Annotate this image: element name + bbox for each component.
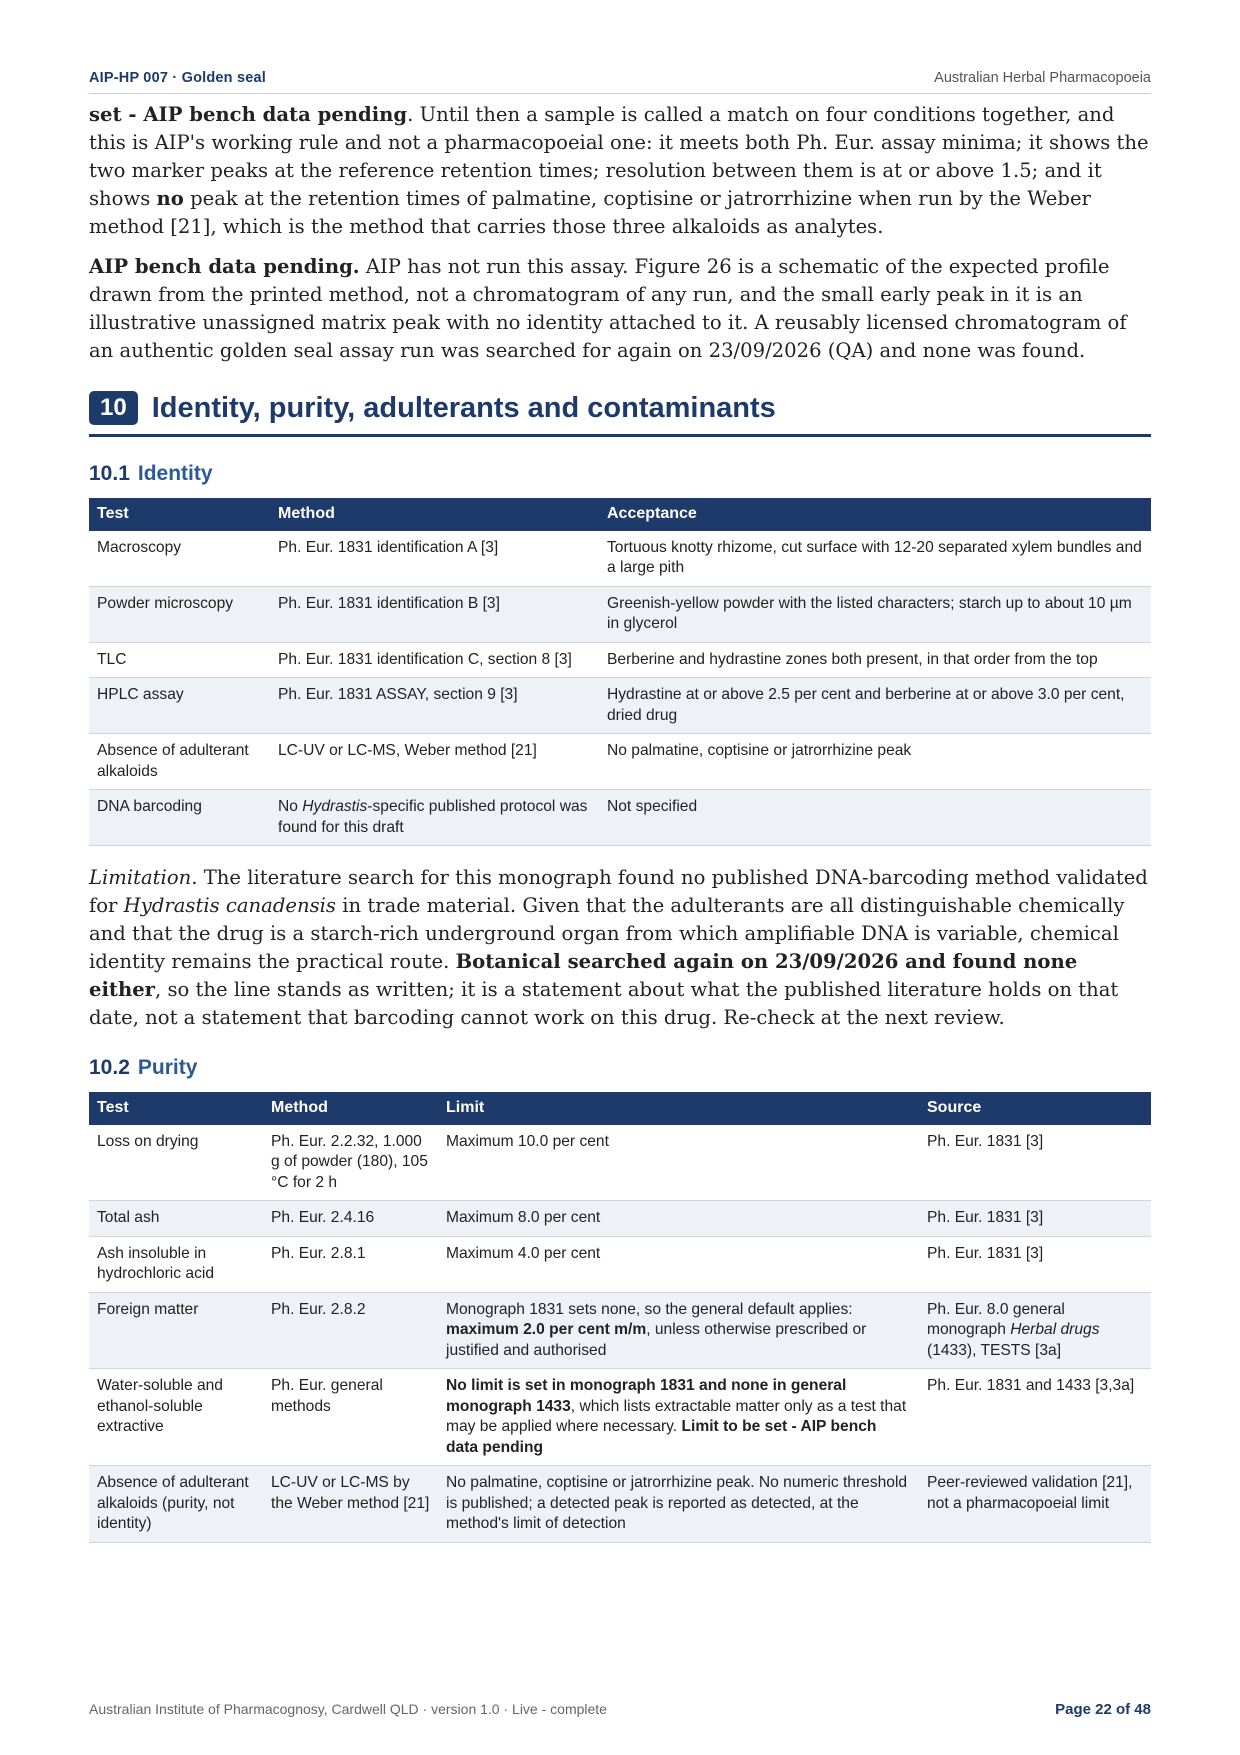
genus-name: Hydrastis: [302, 798, 368, 815]
cell-limit: [438, 1369, 919, 1466]
cell-text: (1433), TESTS [3a]: [927, 1341, 1062, 1359]
subsection-number: 10.1: [89, 462, 130, 485]
table-row: [89, 642, 1151, 678]
cell-method: Ph. Eur. 2.8.2: [263, 1292, 438, 1369]
column-header: Method: [263, 1092, 438, 1125]
cell-test: Water-soluble and ethanol-soluble extractive: [89, 1369, 263, 1466]
table-row: [89, 531, 1151, 587]
paragraph-text: The literature search for this monograph found no published DNA-barcoding method validated for: [89, 866, 1148, 917]
subsection-title: Identity: [137, 462, 213, 485]
column-header: Test: [89, 498, 270, 531]
purity-table: [89, 1092, 1151, 1543]
cell-test: DNA barcoding: [89, 790, 270, 846]
cell-method: LC-UV or LC-MS, Weber method [21]: [270, 734, 599, 790]
cell-method: Ph. Eur. 2.8.1: [263, 1236, 438, 1292]
cell-text: Ph. Eur. 8.0 general monograph: [927, 1300, 1065, 1338]
cell-test: TLC: [89, 642, 270, 678]
column-header: Test: [89, 1092, 263, 1125]
cell-acceptance: Tortuous knotty rhizome, cut surface with 12-20 separated xylem bundles and a large pith: [599, 531, 1151, 587]
table-row: [89, 1466, 1151, 1543]
cell-acceptance: No palmatine, coptisine or jatrorrhizine peak: [599, 734, 1151, 790]
column-header: Limit: [438, 1092, 919, 1125]
paragraph-text: in trade material. Given that the adulterants are all distinguishable chemically and that the drug is a starch-rich underground organ from which amplifiable DNA is variable, chemical identity remains the practical route.: [89, 894, 1125, 973]
bold-limit: maximum 2.0 per cent m/m: [446, 1321, 647, 1338]
subsection-number: 10.2: [89, 1056, 130, 1079]
species-name: Hydrastis canadensis: [123, 894, 336, 917]
subsection-heading-identity: [89, 462, 1151, 486]
cell-text: -specific published protocol was found for this draft: [278, 798, 588, 836]
cell-test: Powder microscopy: [89, 586, 270, 642]
cell-source: Ph. Eur. 1831 and 1433 [3,3a]: [919, 1369, 1151, 1466]
monograph-title: Herbal drugs: [1010, 1321, 1100, 1338]
table-header-row: [89, 1092, 1151, 1125]
cell-limit: [438, 1292, 919, 1369]
table-row: [89, 1125, 1151, 1201]
cell-test: Loss on drying: [89, 1125, 263, 1201]
section-number-badge: 10: [89, 391, 138, 425]
cell-acceptance: Berberine and hydrastine zones both present, in that order from the top: [599, 642, 1151, 678]
cell-limit: Maximum 10.0 per cent: [438, 1125, 919, 1201]
header-monograph-id: AIP-HP 007 · Golden seal: [89, 70, 266, 86]
cell-limit: Maximum 4.0 per cent: [438, 1236, 919, 1292]
cell-test: Total ash: [89, 1201, 263, 1237]
table-row: [89, 1201, 1151, 1237]
running-footer: [89, 1701, 1151, 1718]
page-number: Page 22 of 48: [1055, 1701, 1151, 1718]
section-heading: [89, 391, 1151, 437]
cell-test: Absence of adulterant alkaloids (purity, not identity): [89, 1466, 263, 1543]
cell-test: Foreign matter: [89, 1292, 263, 1369]
subsection-title: Purity: [137, 1056, 198, 1079]
bold-lead: set - AIP bench data pending: [89, 103, 408, 126]
cell-limit: Maximum 8.0 per cent: [438, 1201, 919, 1237]
bold-no: no: [156, 187, 184, 210]
bold-lead: AIP bench data pending.: [89, 255, 360, 278]
cell-source: Ph. Eur. 1831 [3]: [919, 1201, 1151, 1237]
table-row: [89, 1236, 1151, 1292]
intro-paragraph-2: [89, 253, 1151, 365]
table-row: [89, 790, 1151, 846]
cell-text: No: [278, 798, 303, 815]
cell-text: , which lists extractable matter only as a test that may be applied where necessary.: [446, 1397, 907, 1435]
cell-source: Ph. Eur. 1831 [3]: [919, 1125, 1151, 1201]
cell-acceptance: Greenish-yellow powder with the listed characters; starch up to about 10 µm in glycerol: [599, 586, 1151, 642]
cell-source: Ph. Eur. 1831 [3]: [919, 1236, 1151, 1292]
cell-text: , unless otherwise prescribed or justified and authorised: [446, 1321, 867, 1359]
cell-text: Monograph 1831 sets none, so the general default applies:: [446, 1300, 853, 1318]
table-row: [89, 1292, 1151, 1369]
italic-lead: Limitation.: [89, 866, 198, 889]
cell-limit: No palmatine, coptisine or jatrorrhizine peak. No numeric threshold is published; a detected peak is reported as detected, at the method's limit of detection: [438, 1466, 919, 1543]
intro-paragraph-1: [89, 101, 1151, 241]
limitation-paragraph: [89, 864, 1151, 1032]
cell-source: Peer-reviewed validation [21], not a pharmacopoeial limit: [919, 1466, 1151, 1543]
table-header-row: [89, 498, 1151, 531]
footer-publisher: Australian Institute of Pharmacognosy, Cardwell QLD · version 1.0 · Live - complete: [89, 1701, 607, 1717]
cell-test: Macroscopy: [89, 531, 270, 587]
paragraph-text: . Until then a sample is called a match on four conditions together, and this is AIP's working rule and not a pharmacopoeial one: it meets both Ph. Eur. assay minima; it shows the two marker peaks at the reference retention times; resolution between them is at or above 1.5; and it shows: [89, 103, 1149, 210]
column-header: Method: [270, 498, 599, 531]
column-header: Acceptance: [599, 498, 1151, 531]
cell-method: Ph. Eur. 2.4.16: [263, 1201, 438, 1237]
column-header: Source: [919, 1092, 1151, 1125]
cell-method: Ph. Eur. 1831 identification B [3]: [270, 586, 599, 642]
cell-acceptance: Not specified: [599, 790, 1151, 846]
paragraph-text: , so the line stands as written; it is a statement about what the published literature holds on that date, not a statement that barcoding cannot work on this drug. Re-check at the next review.: [89, 978, 1119, 1029]
table-row: [89, 1369, 1151, 1466]
cell-method: Ph. Eur. general methods: [263, 1369, 438, 1466]
cell-test: HPLC assay: [89, 678, 270, 734]
table-row: [89, 678, 1151, 734]
running-header: [89, 70, 1151, 94]
table-row: [89, 586, 1151, 642]
cell-test: Absence of adulterant alkaloids: [89, 734, 270, 790]
subsection-heading-purity: [89, 1056, 1151, 1080]
cell-method: LC-UV or LC-MS by the Weber method [21]: [263, 1466, 438, 1543]
cell-method: Ph. Eur. 1831 identification C, section 8 [3]: [270, 642, 599, 678]
section-title: Identity, purity, adulterants and contaminants: [151, 391, 776, 424]
cell-acceptance: Hydrastine at or above 2.5 per cent and berberine at or above 3.0 per cent, dried drug: [599, 678, 1151, 734]
bold-statement: Botanical searched again on 23/09/2026 and found none either: [89, 950, 1078, 1001]
bold-limit: No limit is set in monograph 1831 and none in general monograph 1433: [446, 1377, 847, 1415]
cell-test: Ash insoluble in hydrochloric acid: [89, 1236, 263, 1292]
cell-method: Ph. Eur. 1831 ASSAY, section 9 [3]: [270, 678, 599, 734]
cell-source: [919, 1292, 1151, 1369]
cell-method: Ph. Eur. 1831 identification A [3]: [270, 531, 599, 587]
header-publication: Australian Herbal Pharmacopoeia: [934, 70, 1151, 86]
paragraph-text: AIP has not run this assay. Figure 26 is a schematic of the expected profile drawn from the printed method, not a chromatogram of any run, and the small early peak in it is an illustrative unassigned matrix peak with no identity attached to it. A reusably licensed chromatogram of an authentic golden seal assay run was searched for again on 23/09/2026 (QA) and none was found.: [89, 255, 1127, 362]
cell-method: [270, 790, 599, 846]
document-body: [89, 101, 1151, 1543]
identity-table: [89, 498, 1151, 846]
paragraph-text: peak at the retention times of palmatine, coptisine or jatrorrhizine when run by the Weber method [21], which is the method that carries those three alkaloids as analytes.: [89, 187, 1091, 238]
table-row: [89, 734, 1151, 790]
bold-limit: Limit to be set - AIP bench data pending: [446, 1418, 877, 1456]
cell-method: Ph. Eur. 2.2.32, 1.000 g of powder (180), 105 °C for 2 h: [263, 1125, 438, 1201]
